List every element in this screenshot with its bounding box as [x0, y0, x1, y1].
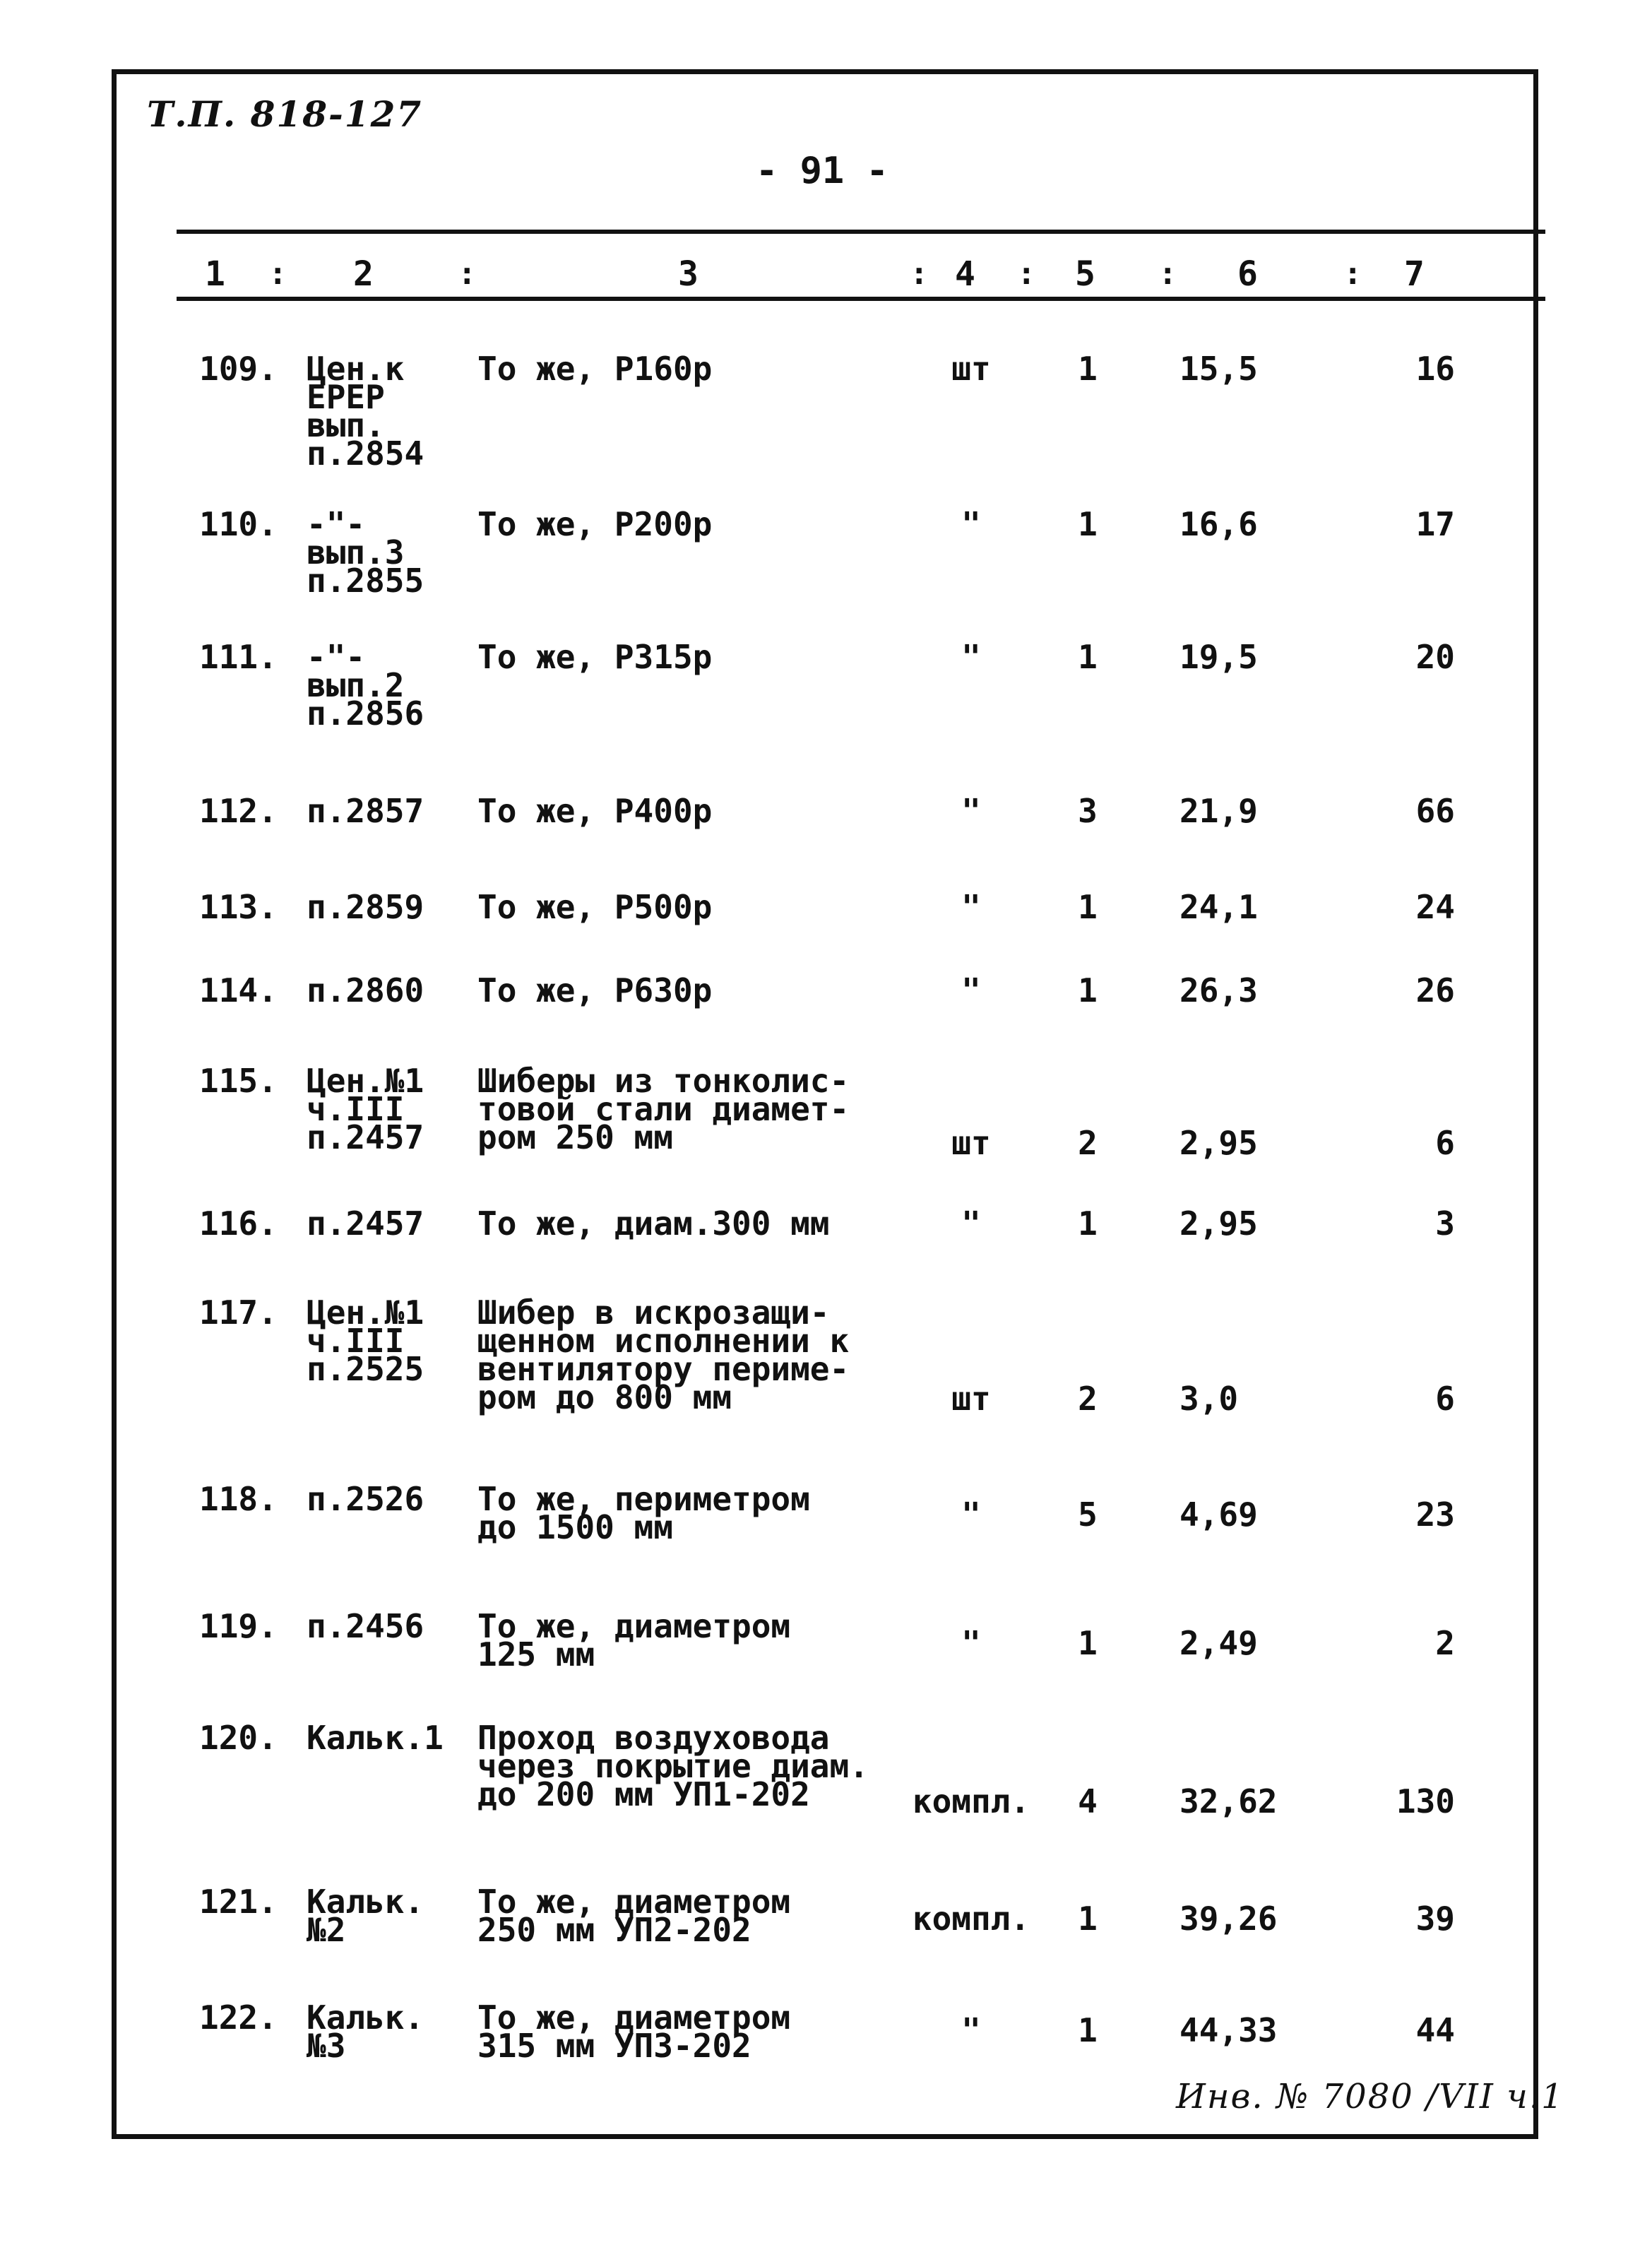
row-unit-price: 24,1: [1179, 888, 1258, 926]
page-number: - 91 -: [756, 150, 889, 192]
row-reference: Цен.к ЕРЕР вып. п.2854: [307, 350, 424, 473]
row-unit: компл.: [912, 1900, 1030, 1938]
row-total: 20: [1415, 638, 1455, 676]
row-description: То же, диаметром 250 мм УП2-202: [477, 1883, 791, 1949]
column-separator: :: [1017, 256, 1036, 292]
row-description: То же, Р630р: [477, 971, 713, 1009]
row-unit-price: 44,33: [1179, 2011, 1278, 2049]
row-number: 122.: [199, 1998, 278, 2037]
column-header-2: 2: [353, 254, 374, 294]
header-top-rule: [177, 230, 1545, 234]
row-unit: шт: [951, 350, 991, 388]
row-reference: п.2859: [307, 888, 424, 926]
row-quantity: 1: [1078, 1204, 1098, 1243]
row-quantity: 1: [1078, 888, 1098, 926]
row-total: 26: [1415, 971, 1455, 1009]
row-unit: ": [961, 792, 981, 830]
row-description: То же, Р160р: [477, 350, 713, 388]
row-unit-price: 4,69: [1179, 1495, 1258, 1534]
row-unit-price: 3,0: [1179, 1380, 1239, 1418]
row-description: То же, диаметром 315 мм УП3-202: [477, 1998, 791, 2065]
row-quantity: 1: [1078, 2011, 1098, 2049]
row-unit: ": [961, 971, 981, 1009]
row-unit-price: 26,3: [1179, 971, 1258, 1009]
row-reference: п.2526: [307, 1480, 424, 1518]
row-total: 16: [1415, 350, 1455, 388]
row-reference: Кальк. №3: [307, 1998, 424, 2065]
row-unit-price: 19,5: [1179, 638, 1258, 676]
row-reference: п.2860: [307, 971, 424, 1009]
column-separator: :: [1343, 256, 1362, 292]
row-unit-price: 2,49: [1179, 1624, 1258, 1662]
row-total: 66: [1415, 792, 1455, 830]
column-separator: :: [1158, 256, 1177, 292]
row-reference: п.2457: [307, 1204, 424, 1243]
row-quantity: 3: [1078, 792, 1098, 830]
header-bottom-rule: [177, 297, 1545, 301]
row-number: 118.: [199, 1480, 278, 1518]
column-header-1: 1: [205, 254, 225, 294]
row-reference: Кальк. №2: [307, 1883, 424, 1949]
row-quantity: 1: [1078, 1624, 1098, 1662]
row-unit: ": [961, 638, 981, 676]
row-quantity: 2: [1078, 1124, 1098, 1162]
column-header-3: 3: [678, 254, 699, 294]
column-separator: :: [268, 256, 287, 292]
row-reference: -"- вып.2 п.2856: [307, 638, 424, 733]
row-total: 3: [1435, 1204, 1455, 1243]
row-total: 130: [1396, 1782, 1455, 1820]
row-unit: ": [961, 1624, 981, 1662]
row-reference: Кальк.1: [307, 1719, 444, 1757]
row-total: 6: [1435, 1380, 1455, 1418]
row-number: 114.: [199, 971, 278, 1009]
row-number: 119.: [199, 1607, 278, 1645]
row-description: Проход воздуховода через покрытие диам. до 200 мм УП1-202: [477, 1719, 869, 1813]
row-number: 120.: [199, 1719, 278, 1757]
row-quantity: 5: [1078, 1495, 1098, 1534]
column-separator: :: [458, 256, 477, 292]
row-description: Шибер в искрозащи- щенном исполнении к вентилятору периме- ром до 800 мм: [477, 1293, 850, 1416]
row-quantity: 1: [1078, 505, 1098, 543]
row-reference: Цен.№1 ч.III п.2525: [307, 1293, 424, 1388]
row-description: То же, периметром до 1500 мм: [477, 1480, 810, 1546]
column-header-4: 4: [955, 254, 975, 294]
row-total: 23: [1415, 1495, 1455, 1534]
row-unit: компл.: [912, 1782, 1030, 1820]
row-total: 2: [1435, 1624, 1455, 1662]
row-total: 24: [1415, 888, 1455, 926]
row-number: 109.: [199, 350, 278, 388]
row-description: То же, Р200р: [477, 505, 713, 543]
row-number: 113.: [199, 888, 278, 926]
document-code: Т.П. 818-127: [147, 93, 423, 135]
row-unit: ": [961, 505, 981, 543]
row-unit-price: 15,5: [1179, 350, 1258, 388]
column-header-5: 5: [1075, 254, 1095, 294]
row-unit: ": [961, 888, 981, 926]
row-description: Шиберы из тонколис- товой стали диамет- ром 250 мм: [477, 1062, 850, 1156]
row-quantity: 4: [1078, 1782, 1098, 1820]
row-unit-price: 16,6: [1179, 505, 1258, 543]
column-header-7: 7: [1404, 254, 1425, 294]
row-reference: -"- вып.3 п.2855: [307, 505, 424, 600]
row-unit-price: 32,62: [1179, 1782, 1278, 1820]
row-unit-price: 39,26: [1179, 1900, 1278, 1938]
column-separator: :: [910, 256, 929, 292]
row-number: 115.: [199, 1062, 278, 1100]
row-unit-price: 2,95: [1179, 1204, 1258, 1243]
row-total: 17: [1415, 505, 1455, 543]
row-number: 117.: [199, 1293, 278, 1332]
row-unit: ": [961, 1495, 981, 1534]
row-unit-price: 2,95: [1179, 1124, 1258, 1162]
row-quantity: 1: [1078, 1900, 1098, 1938]
row-total: 6: [1435, 1124, 1455, 1162]
row-number: 112.: [199, 792, 278, 830]
row-number: 110.: [199, 505, 278, 543]
column-header-6: 6: [1237, 254, 1258, 294]
row-number: 111.: [199, 638, 278, 676]
row-description: То же, Р315р: [477, 638, 713, 676]
inventory-stamp: Инв. № 7080 /VII ч.1: [1176, 2077, 1564, 2116]
row-unit-price: 21,9: [1179, 792, 1258, 830]
row-total: 39: [1415, 1900, 1455, 1938]
row-unit: шт: [951, 1380, 991, 1418]
row-quantity: 1: [1078, 350, 1098, 388]
row-reference: п.2857: [307, 792, 424, 830]
row-quantity: 2: [1078, 1380, 1098, 1418]
row-unit: ": [961, 2011, 981, 2049]
row-number: 121.: [199, 1883, 278, 1921]
row-unit: шт: [951, 1124, 991, 1162]
row-description: То же, Р500р: [477, 888, 713, 926]
row-description: То же, Р400р: [477, 792, 713, 830]
row-number: 116.: [199, 1204, 278, 1243]
row-reference: п.2456: [307, 1607, 424, 1645]
row-quantity: 1: [1078, 971, 1098, 1009]
row-unit: ": [961, 1204, 981, 1243]
row-description: То же, диаметром 125 мм: [477, 1607, 791, 1674]
row-total: 44: [1415, 2011, 1455, 2049]
row-reference: Цен.№1 ч.III п.2457: [307, 1062, 424, 1156]
row-description: То же, диам.300 мм: [477, 1204, 830, 1243]
row-quantity: 1: [1078, 638, 1098, 676]
